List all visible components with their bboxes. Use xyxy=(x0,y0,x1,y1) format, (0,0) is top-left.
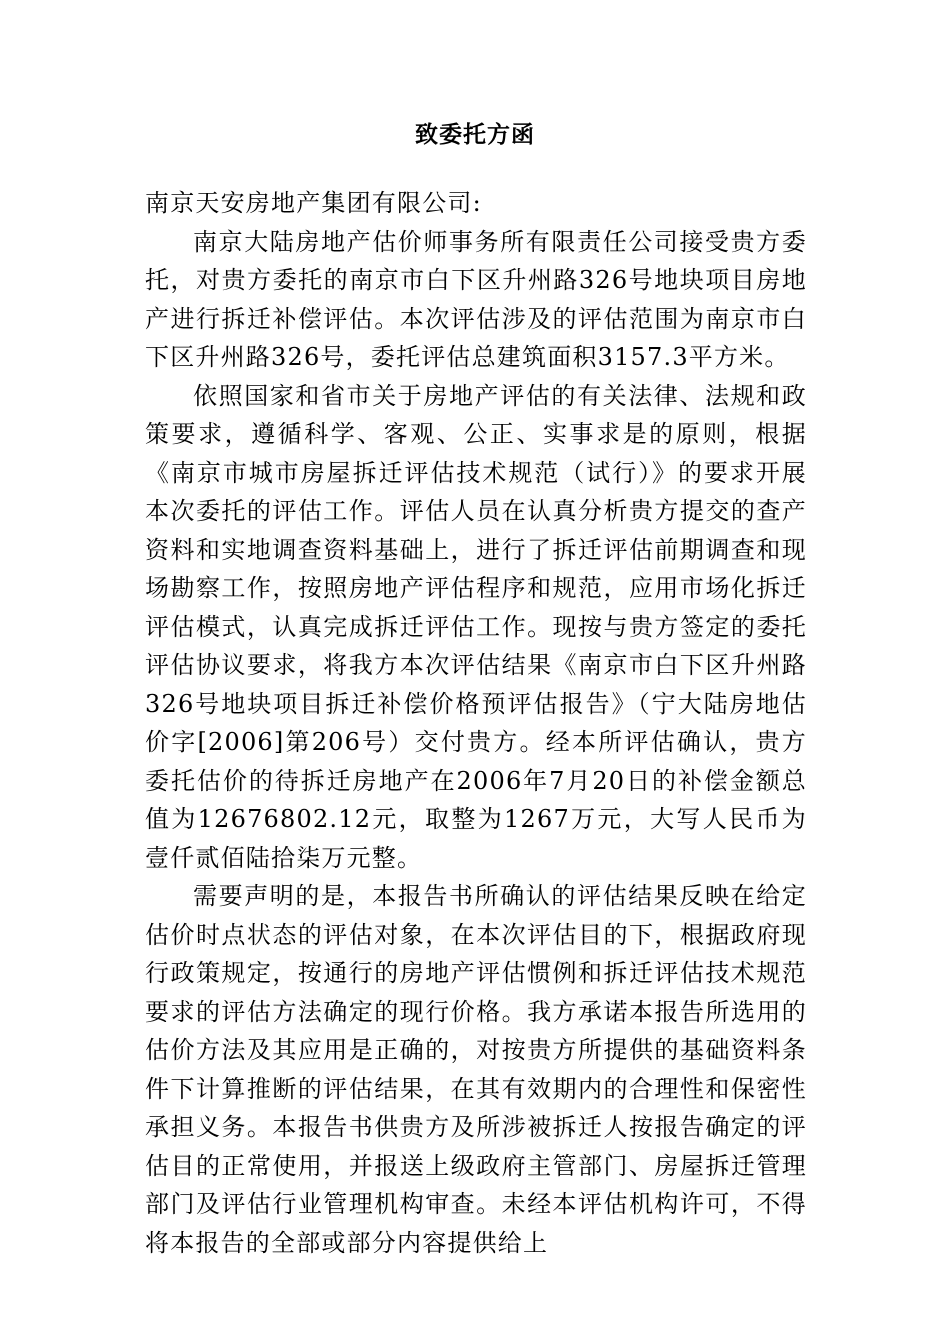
salutation: 南京天安房地产集团有限公司: xyxy=(145,189,482,217)
paragraph-declaration: 需要声明的是，本报告书所确认的评估结果反映在给定估价时点状态的评估对象，在本次评估目的下，根据政府现行政策规定，按通行的房地产评估惯例和拆迁评估技术规范要求的评估方法确定的现行价格。我方承诺本报告所选用的估价方法及其应用是正确的，对按贵方所提供的基础资料条件下计算推断的评估结果，在其有效期内的合理性和保密性承担义务。本报告书供贵方及所涉被拆迁人按报告确定的评估目的正常使用，并报送上级政府主管部门、房屋拆迁管理部门及评估行业管理机构审查。未经本评估机构许可，不得将本报告的全部或部分内容提供给上 xyxy=(145,882,807,1257)
page-title: 致委托方函 xyxy=(415,121,535,148)
letter-body xyxy=(145,184,807,1262)
paragraph-valuation-result: 依照国家和省市关于房地产评估的有关法律、法规和政策要求，遵循科学、客观、公正、实事求是的原则，根据《南京市城市房屋拆迁评估技术规范（试行）》的要求开展本次委托的评估工作。评估人员在认真分析贵方提交的查产资料和实地调查资料基础上，进行了拆迁评估前期调查和现场勘察工作，按照房地产评估程序和规范，应用市场化拆迁评估模式，认真完成拆迁评估工作。现按与贵方签定的委托评估协议要求，将我方本次评估结果《南京市白下区升州路326号地块项目拆迁补偿价格预评估报告》（宁大陆房地估价字[2006]第206号）交付贵方。经本所评估确认，贵方委托估价的待拆迁房地产在2006年7月20日的补偿金额总值为12676802.12元，取整为1267万元，大写人民币为壹仟贰佰陆拾柒万元整。 xyxy=(145,381,807,872)
paragraph-engagement: 南京大陆房地产估价师事务所有限责任公司接受贵方委托，对贵方委托的南京市白下区升州路326号地块项目房地产进行拆迁补偿评估。本次评估涉及的评估范围为南京市白下区升州路326号，委托评估总建筑面积3157.3平方米。 xyxy=(145,227,807,371)
